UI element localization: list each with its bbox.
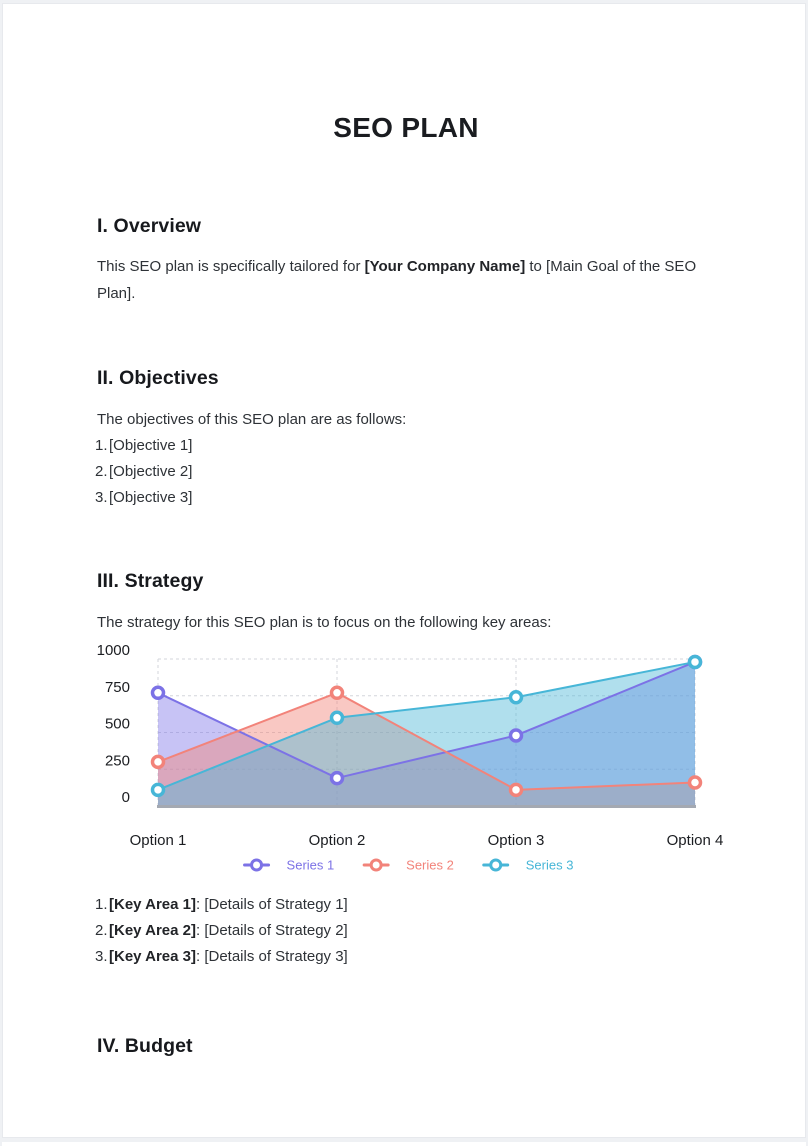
strategy-chart-container: [84, 636, 724, 878]
legend-label: Series 2: [406, 857, 454, 873]
list-item: [97, 459, 715, 485]
list-item-number: 2.: [95, 463, 108, 480]
data-point: [690, 656, 701, 667]
strategy-intro: The strategy for this SEO plan is to focus on the following key areas:: [97, 614, 552, 631]
company-name-placeholder: [Your Company Name]: [364, 258, 526, 275]
y-tick-label: 750: [104, 678, 130, 696]
list-item-text: [109, 944, 348, 970]
list-item-text: [Objective 1]: [109, 437, 193, 454]
list-item-number: 3.: [95, 489, 108, 506]
list-item: [97, 918, 715, 944]
next-page-edge: [2, 1142, 806, 1146]
data-point: [153, 687, 164, 698]
section-heading-overview: I. Overview: [97, 215, 202, 237]
y-tick-label: 0: [121, 789, 130, 806]
key-area-detail: : [Details of Strategy 3]: [195, 948, 348, 965]
list-item: [97, 485, 715, 511]
y-tick-label: 1000: [96, 642, 130, 659]
x-axis-label: Option 3: [487, 832, 545, 849]
list-item-text: [Objective 3]: [109, 489, 193, 506]
legend-label: Series 3: [525, 857, 574, 873]
x-axis-label: Option 1: [129, 832, 187, 849]
list-item-text: [Objective 2]: [109, 463, 193, 480]
overview-text-before: This SEO plan is specifically tailored for: [97, 258, 365, 275]
objectives-intro: The objectives of this SEO plan are as follows:: [97, 411, 407, 428]
key-area-label: [Key Area 3]: [109, 948, 196, 965]
objectives-list: [97, 433, 715, 511]
list-item-number: 3.: [95, 948, 108, 965]
legend-label: Series 1: [286, 857, 335, 873]
data-point: [153, 756, 164, 767]
list-item-number: 1.: [95, 437, 108, 454]
list-item-number: 1.: [95, 896, 108, 913]
key-area-detail: : [Details of Strategy 2]: [195, 922, 348, 939]
data-point: [153, 784, 164, 795]
key-areas-list: [97, 892, 715, 970]
chart-legend: [245, 858, 574, 873]
key-area-label: [Key Area 1]: [109, 896, 196, 913]
y-tick-label: 500: [104, 715, 130, 733]
data-point: [511, 692, 522, 703]
key-area-label: [Key Area 2]: [109, 922, 196, 939]
section-heading-strategy: III. Strategy: [97, 570, 204, 592]
document-page: [2, 3, 806, 1138]
data-point: [332, 773, 343, 784]
overview-text-after: to [Main Goal of the SEO Plan].: [97, 258, 697, 302]
list-item: [97, 433, 715, 459]
data-point: [332, 712, 343, 723]
list-item-text: [109, 918, 348, 944]
list-item: [97, 892, 715, 918]
strategy-area-chart: [84, 636, 724, 878]
y-tick-label: 250: [104, 752, 130, 770]
list-item: [97, 944, 715, 970]
x-axis-label: Option 2: [308, 832, 366, 849]
data-point: [511, 730, 522, 741]
data-point: [690, 777, 701, 788]
data-point: [332, 687, 343, 698]
data-point: [511, 784, 522, 795]
key-area-detail: : [Details of Strategy 1]: [195, 896, 348, 913]
page-title: SEO PLAN: [333, 112, 479, 143]
x-axis-label: Option 4: [666, 832, 724, 849]
section-heading-objectives: II. Objectives: [97, 367, 219, 389]
section-heading-budget: IV. Budget: [97, 1035, 193, 1057]
overview-paragraph: [97, 253, 715, 307]
list-item-text: [109, 892, 348, 918]
list-item-number: 2.: [95, 922, 108, 939]
